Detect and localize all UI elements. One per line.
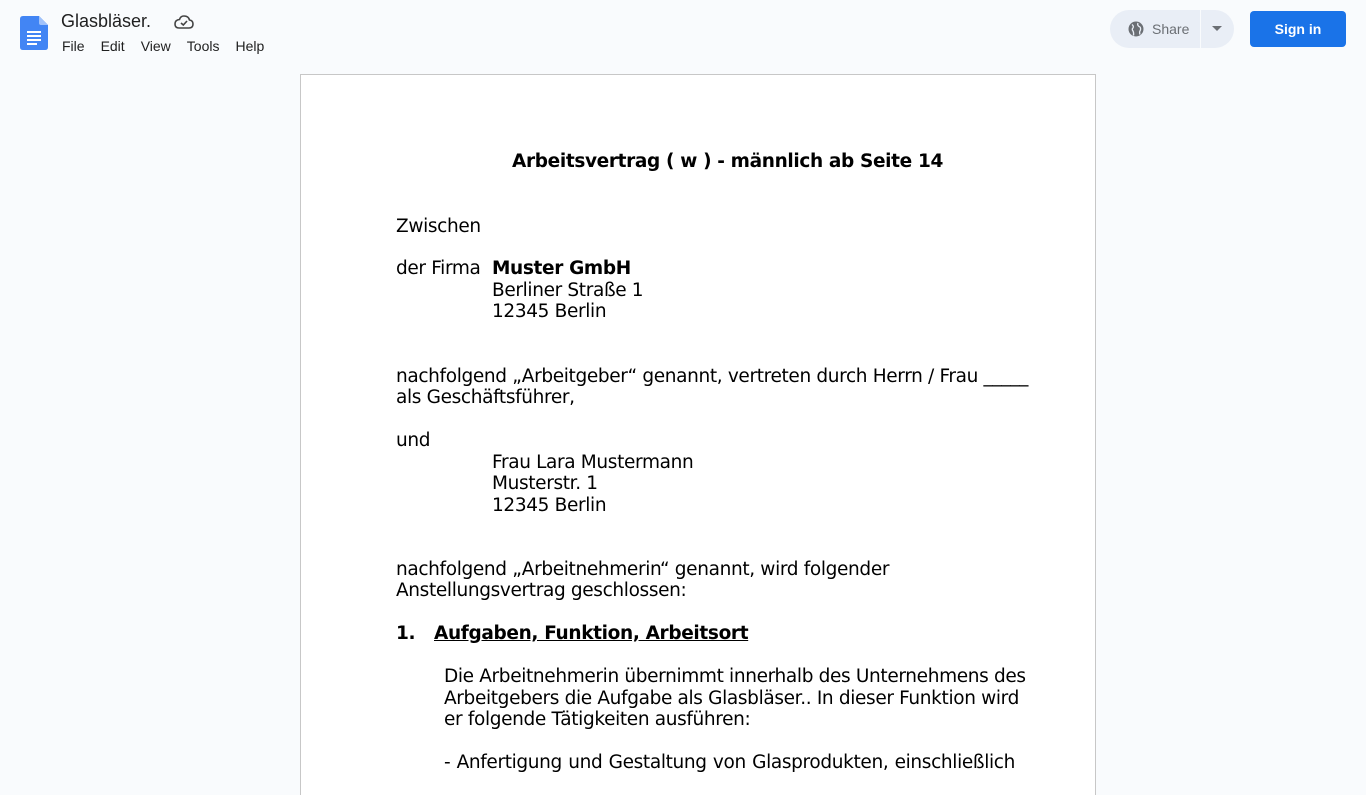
employer-street: Berliner Straße 1 <box>492 280 644 301</box>
employer-city: 12345 Berlin <box>492 301 607 322</box>
employee-clause-line-2: Anstellungsvertrag geschlossen: <box>396 580 687 601</box>
sign-in-button[interactable]: Sign in <box>1250 11 1346 47</box>
document-title[interactable]: Glasbläser. <box>61 11 152 31</box>
paragraph-line-1: Die Arbeitnehmerin übernimmt innerhalb des Unternehmens des <box>444 666 1026 687</box>
paragraph-line-3: er folgende Tätigkeiten ausführen: <box>444 709 751 730</box>
menu-view[interactable]: View <box>140 38 171 54</box>
menu-edit[interactable]: Edit <box>100 38 125 54</box>
menu-bar <box>62 38 280 54</box>
share-dropdown-button[interactable] <box>1201 10 1233 48</box>
and-text: und <box>396 430 431 451</box>
employee-street: Musterstr. 1 <box>492 473 598 494</box>
app-header <box>0 0 1366 64</box>
employee-name: Frau Lara Mustermann <box>492 452 694 473</box>
menu-file[interactable]: File <box>62 38 85 54</box>
employer-clause-line-2: als Geschäftsführer, <box>396 387 575 408</box>
caret-down-icon <box>1212 26 1222 32</box>
document-page[interactable] <box>300 74 1096 795</box>
employee-city: 12345 Berlin <box>492 495 607 516</box>
doc-heading: Arbeitsvertrag ( w ) - männlich ab Seite 14 <box>512 151 944 172</box>
cloud-status-icon[interactable] <box>174 13 194 31</box>
employer-name: Muster GmbH <box>492 258 631 279</box>
share-button[interactable] <box>1110 10 1201 48</box>
employee-clause-line-1: nachfolgend „Arbeitnehmerin“ genannt, wird folgender <box>396 559 890 580</box>
menu-help[interactable]: Help <box>235 38 265 54</box>
paragraph-line-2: Arbeitgebers die Aufgabe als Glasbläser.. In dieser Funktion wird <box>444 688 1020 709</box>
menu-tools[interactable]: Tools <box>186 38 220 54</box>
employer-prefix: der Firma <box>396 258 481 279</box>
docs-logo-icon[interactable] <box>20 16 48 50</box>
globe-icon <box>1128 21 1144 37</box>
section-title: Aufgaben, Funktion, Arbeitsort <box>434 623 749 644</box>
bullet-line-1: - Anfertigung und Gestaltung von Glasprodukten, einschließlich <box>444 752 1015 773</box>
between-text: Zwischen <box>396 216 481 237</box>
share-label: Share <box>1152 21 1190 37</box>
employer-clause-line-1: nachfolgend „Arbeitgeber“ genannt, vertreten durch Herrn / Frau _____ <box>396 366 1029 387</box>
share-button-group <box>1110 10 1234 48</box>
section-number: 1. <box>396 623 416 644</box>
